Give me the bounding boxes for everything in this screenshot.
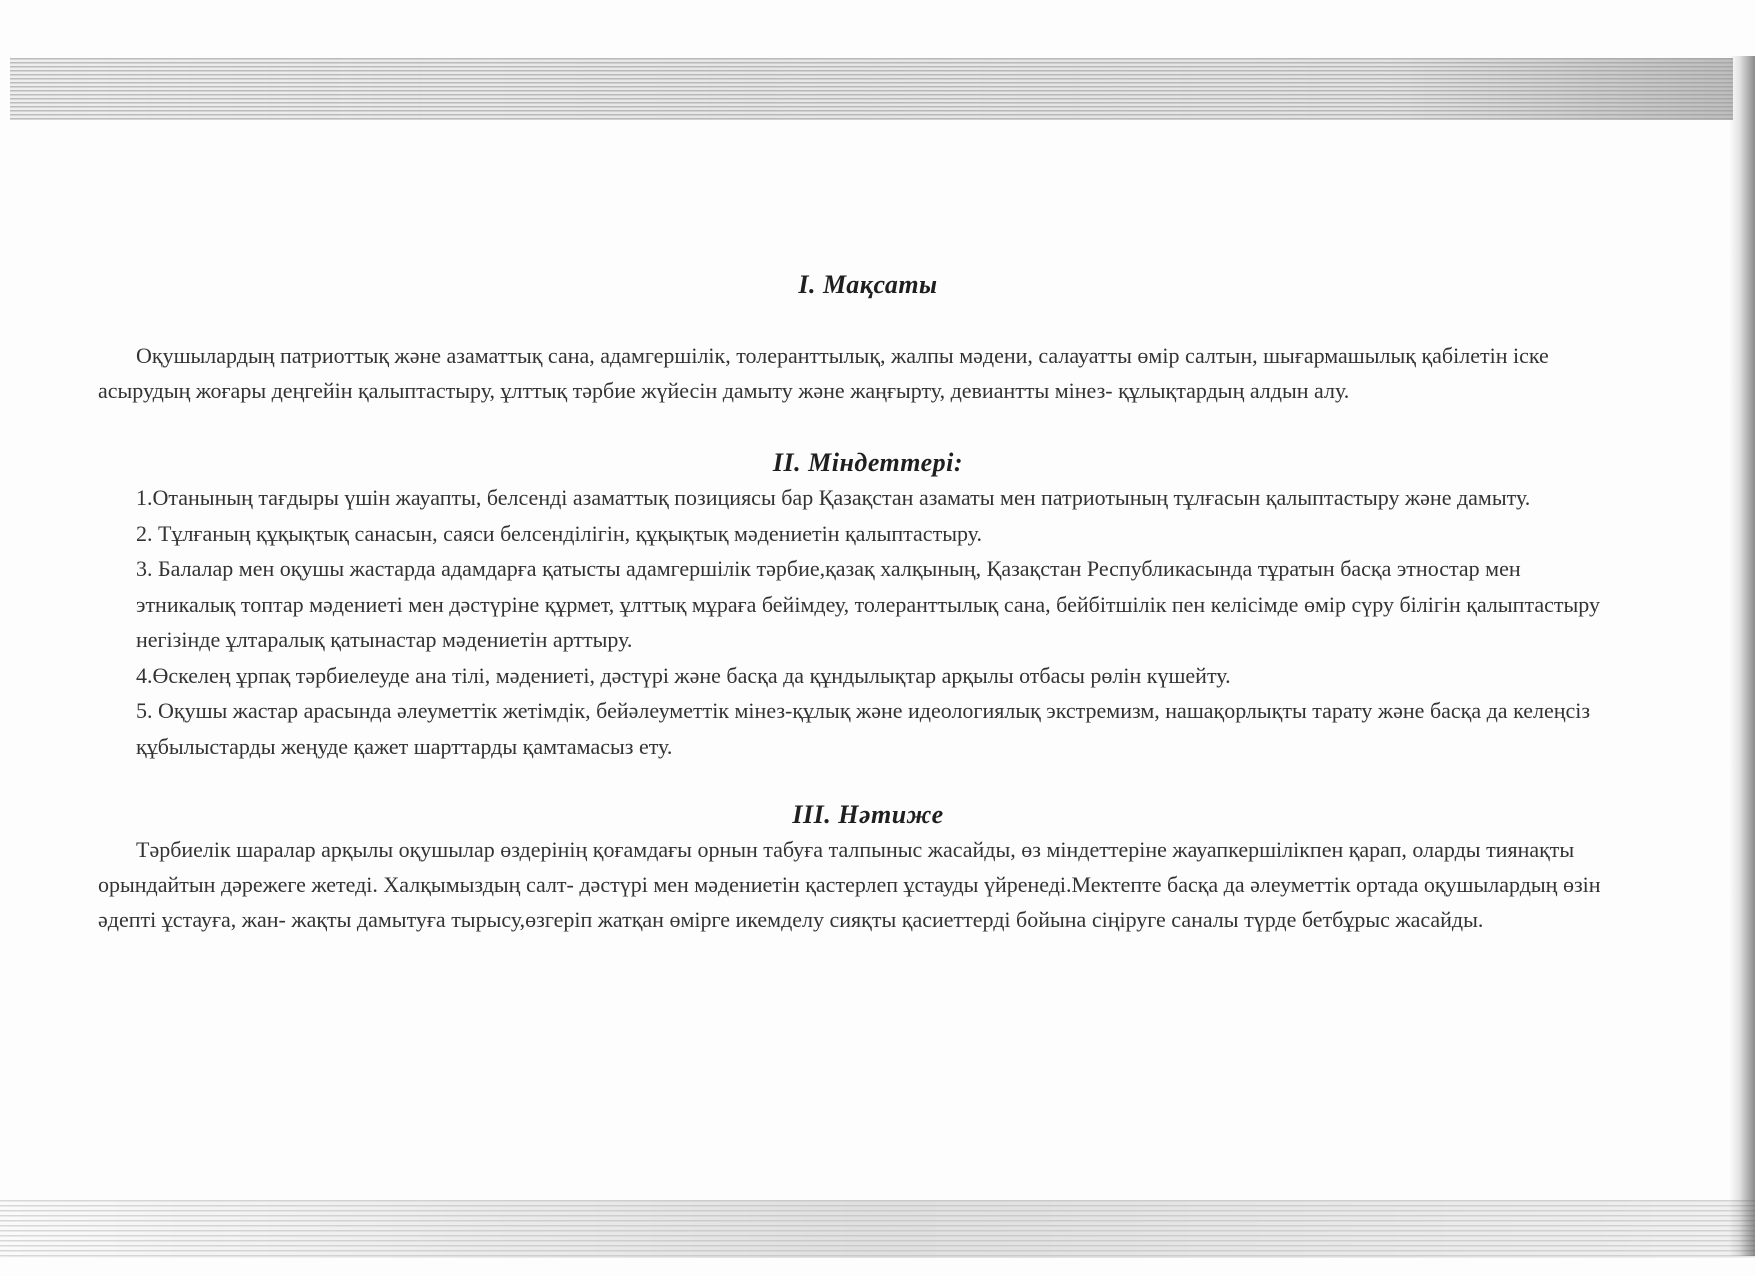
task-item-2: 2. Тұлғаның құқықтық санасын, саяси белсенділігін, құқықтық мәдениетін қалыптастыру. [136,520,982,546]
goals-paragraph: Оқушылардың патриоттық және азаматтық сана, адамгершілік, толеранттылық, жалпы мәдени, салауатты өмір салтын, шығармашылық қабілетін іске асырудың жоғары деңгейін қалыптастыру, ұлттық тәрбие жүйесін дамыту және жаңғырту, девиантты мінез- құлықтардың алдын алу. [98,343,1549,403]
section-heading-result: III. Нәтиже [792,800,944,829]
task-item-1: 1.Отанының тағдыры үшін жауапты, белсенді азаматтық позициясы бар Қазақстан азаматы мен патриотының тұлғасын қалыптастыру және дамыту. [136,485,1531,510]
scan-artifact-bottom [0,1200,1755,1258]
scan-artifact-top [10,58,1733,120]
document-body [98,270,1618,937]
section-heading-goals: I. Мақсаты [798,270,938,299]
section-heading-tasks: II. Міндеттері: [772,448,964,477]
task-list [98,480,1618,764]
task-item-4: 4.Өскелең ұрпақ тәрбиелеуде ана тілі, мәдениеті, дәстүрі және басқа да құндылықтар арқылы отбасы рөлін күшейту. [136,662,1231,688]
task-item-3: 3. Балалар мен оқушы жастарда адамдарға қатысты адамгершілік тәрбие,қазақ халқының, Қазақстан Республикасында тұратын басқа этностар мен этникалық топтар мәдениеті мен дәстүріне құрмет, ұлттық мұраға бейімдеу, толеранттылық сана, бейбітшілік пен келісімде өмір сүру білігін қалыптастыру негізінде ұлтаралық қатынастар мәдениетін арттыру. [136,556,1600,652]
task-item-5: 5. Оқушы жастар арасында әлеуметтік жетімдік, бейәлеуметтік мінез-құлық және идеологиялық экстремизм, нашақорлықты тарату және басқа да келеңсіз құбылыстарды жеңуде қажет шарттарды қамтамасыз ету. [136,698,1591,759]
scan-artifact-right-edge [1729,56,1755,1256]
result-paragraph: Тәрбиелік шаралар арқылы оқушылар өздерінің қоғамдағы орнын табуға талпыныс жасайды, өз міндеттеріне жауапкершілікпен қарап, оларды тиянақты орындайтын дәрежеге жетеді. Халқымыздың салт- дәстүрі мен мәдениетін қастерлеп ұстауды үйренеді.Мектепте басқа да әлеуметтік ортада оқушылардың өзін әдепті ұстауға, жан- жақты дамытуға тырысу,өзгеріп жатқан өмірге икемделу сияқты қасиеттерді бойына сіңіруге саналы түрде бетбұрыс жасайды. [98,837,1601,932]
